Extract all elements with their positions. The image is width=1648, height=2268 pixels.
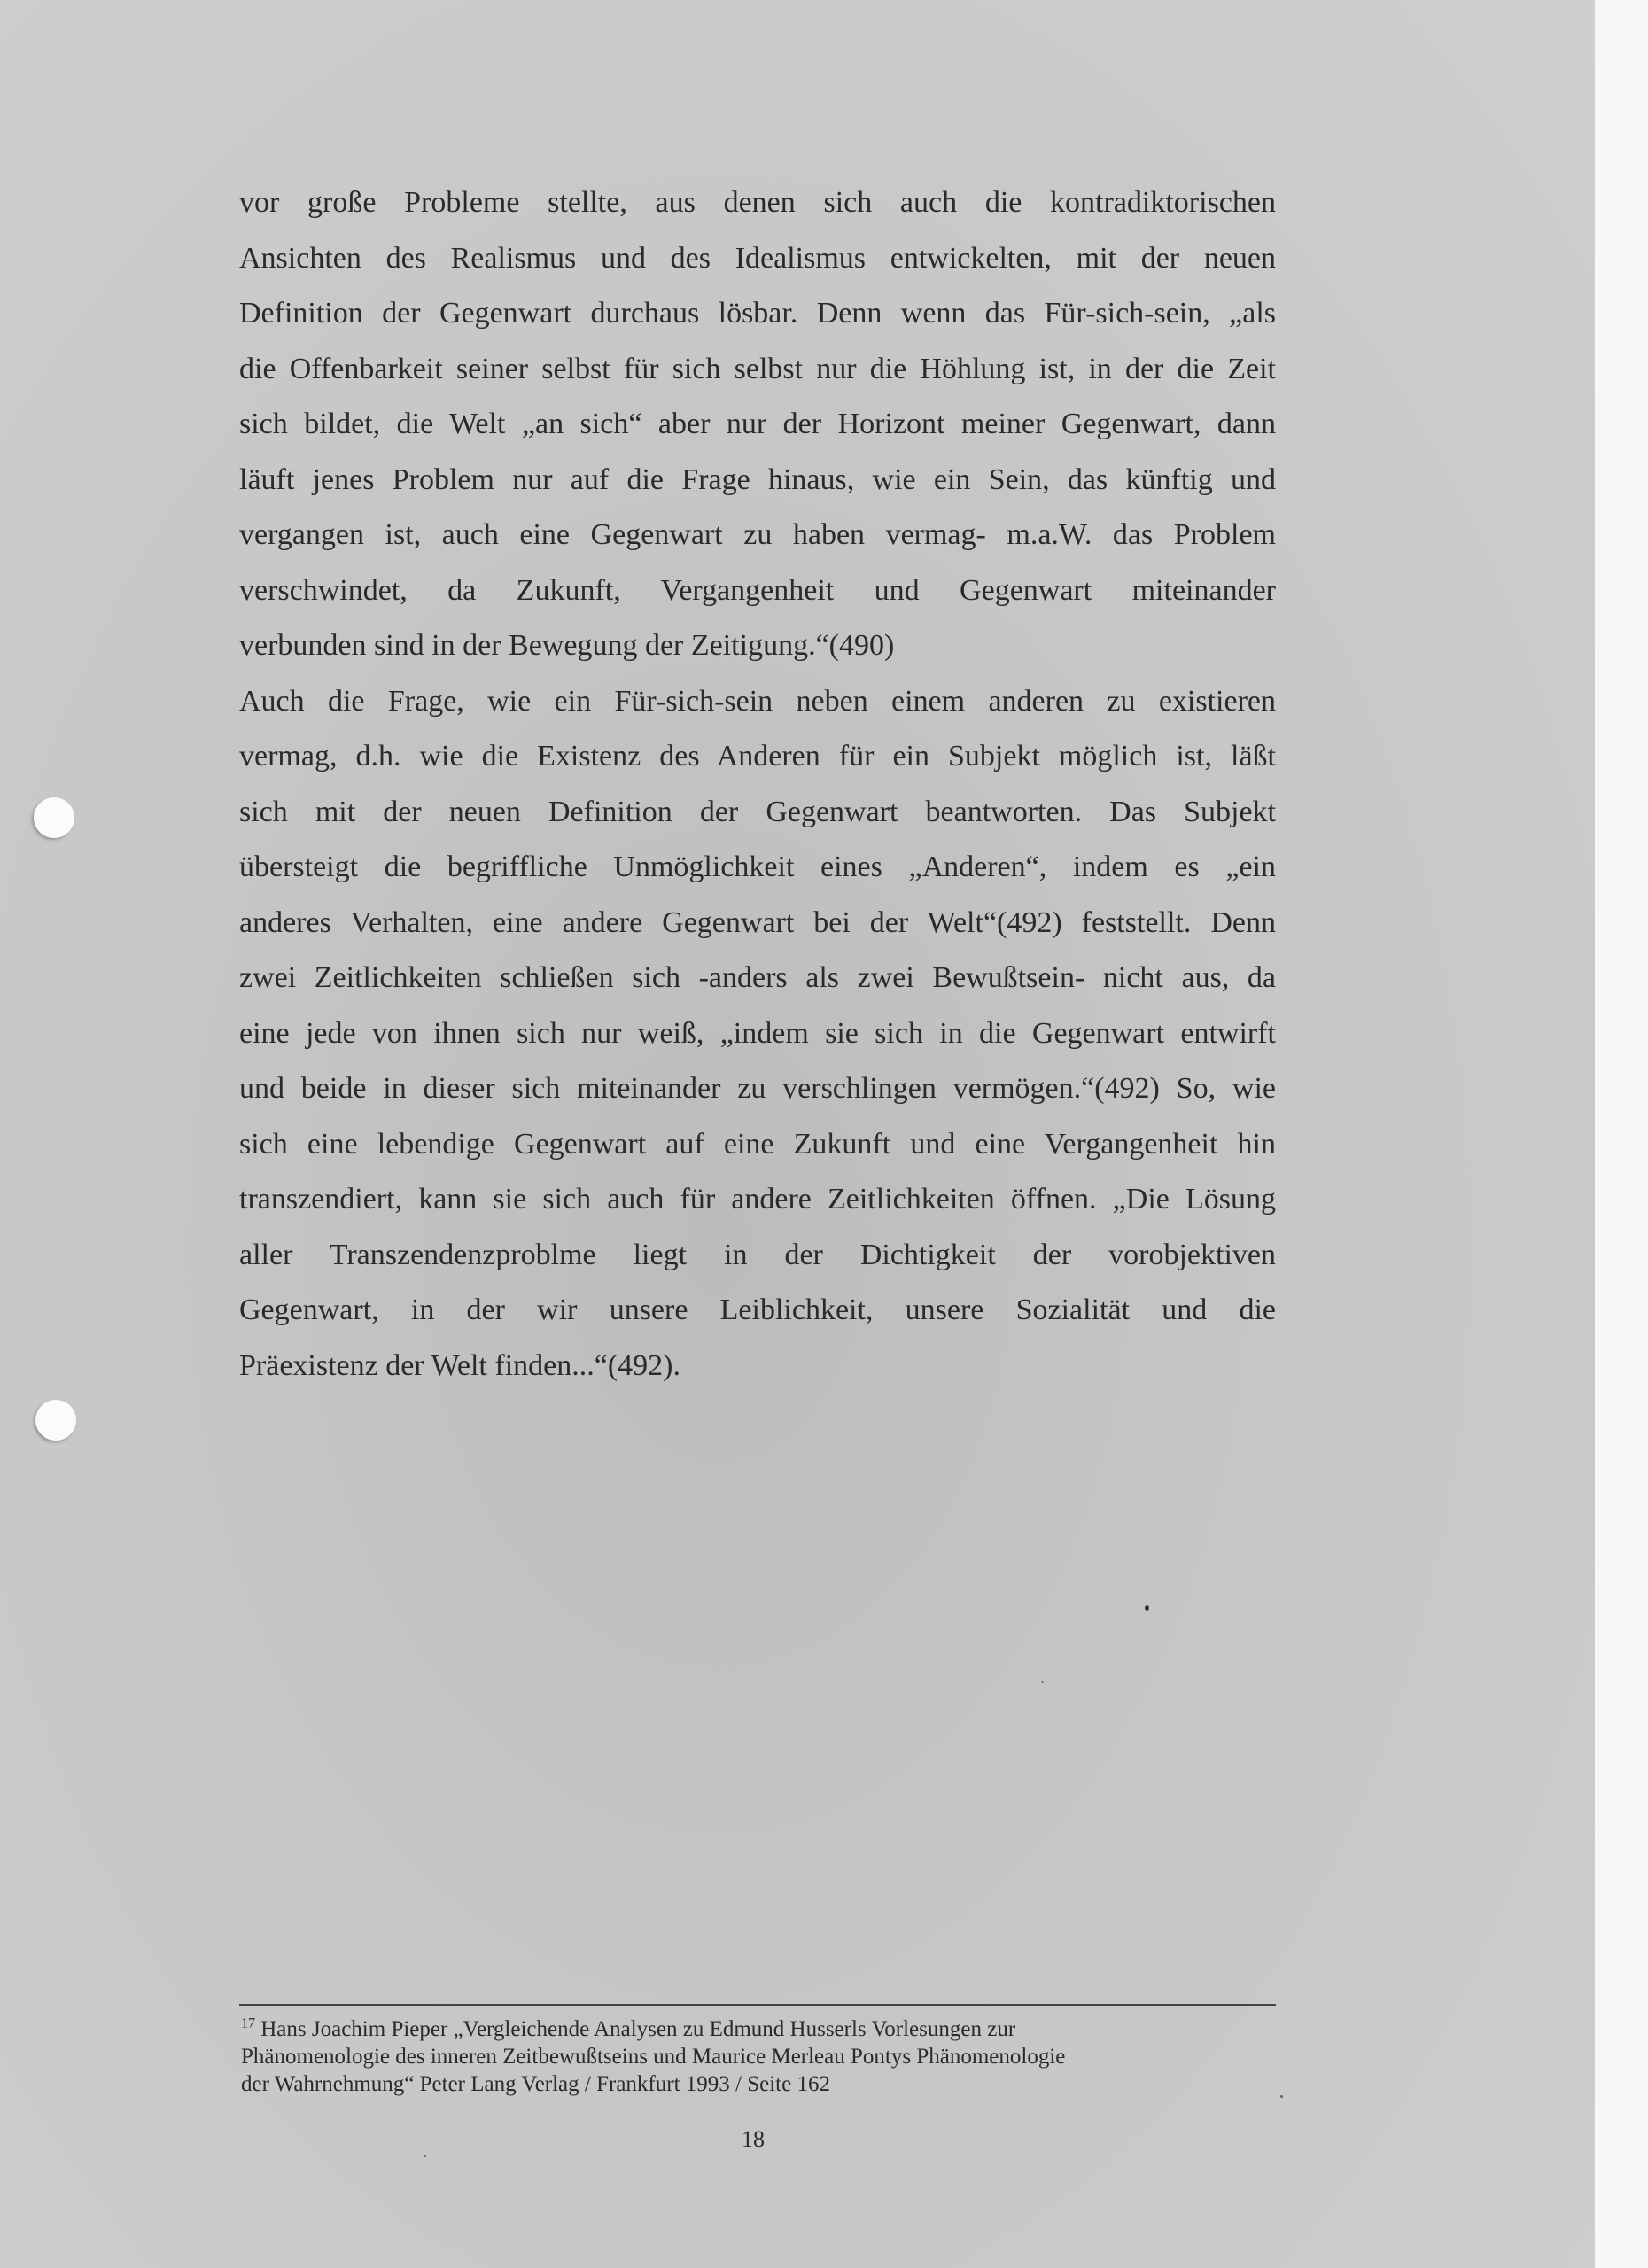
text-line: vermag, d.h. wie die Existenz des Anderen für ein Subjekt möglich ist, läßt bbox=[239, 740, 1276, 773]
text-line: Präexistenz der Welt finden...“(492). bbox=[239, 1348, 680, 1382]
text-line: transzendiert, kann sie sich auch für andere Zeitlichkeiten öffnen. „Die Lösung bbox=[239, 1183, 1276, 1216]
text-line: vor große Probleme stellte, aus denen sich auch die kontradiktorischen bbox=[239, 186, 1276, 219]
text-line: vergangen ist, auch eine Gegenwart zu haben vermag- m.a.W. das Problem bbox=[239, 518, 1276, 551]
dust-speck bbox=[1041, 1681, 1044, 1683]
text-line: Gegenwart, in der wir unsere Leiblichkeit, unsere Sozialität und die bbox=[239, 1293, 1276, 1326]
text-line: die Offenbarkeit seiner selbst für sich selbst nur die Höhlung ist, in der die Zeit bbox=[239, 352, 1276, 385]
text-line: anderes Verhalten, eine andere Gegenwart bei der Welt“(492) feststellt. Denn bbox=[239, 905, 1276, 939]
text-line: und beide in dieser sich miteinander zu verschlingen vermögen.“(492) So, wie bbox=[239, 1072, 1276, 1105]
text-line: eine jede von ihnen sich nur weiß, „indem sie sich in die Gegenwart entwirft bbox=[239, 1016, 1276, 1050]
text-line: verbunden sind in der Bewegung der Zeitigung.“(490) bbox=[239, 629, 895, 662]
text-line: verschwindet, da Zukunft, Vergangenheit und Gegenwart miteinander bbox=[239, 573, 1276, 607]
scanner-margin bbox=[1595, 0, 1648, 2268]
punch-hole-top bbox=[34, 797, 74, 838]
text-line: übersteigt die begriffliche Unmöglichkeit eines „Anderen“, indem es „ein bbox=[239, 850, 1276, 883]
text-line: aller Transzendenzproblme liegt in der Dichtigkeit der vorobjektiven bbox=[239, 1238, 1276, 1271]
footnote-line-1 bbox=[241, 2016, 1278, 2043]
text-line: sich eine lebendige Gegenwart auf eine Zukunft und eine Vergangenheit hin bbox=[239, 1127, 1276, 1161]
footnote bbox=[241, 2016, 1278, 2098]
text-line: läuft jenes Problem nur auf die Frage hinaus, wie ein Sein, das künftig und bbox=[239, 462, 1276, 496]
dust-speck bbox=[1145, 1605, 1149, 1611]
text-line: Auch die Frage, wie ein Für-sich-sein neben einem anderen zu existieren bbox=[239, 684, 1276, 718]
text-line: zwei Zeitlichkeiten schließen sich -anders als zwei Bewußtsein- nicht aus, da bbox=[239, 961, 1276, 994]
page-number: 18 bbox=[742, 2126, 765, 2152]
text-line: Ansichten des Realismus und des Idealismus entwickelten, mit der neuen bbox=[239, 241, 1276, 275]
footnote-separator bbox=[239, 2004, 1276, 2006]
footnote-marker: 17 bbox=[241, 2016, 255, 2031]
dust-speck bbox=[424, 2155, 426, 2157]
text-line: sich mit der neuen Definition der Gegenwart beantworten. Das Subjekt bbox=[239, 795, 1276, 828]
footnote-line-3: der Wahrnehmung“ Peter Lang Verlag / Frankfurt 1993 / Seite 162 bbox=[241, 2072, 830, 2096]
text-line: Definition der Gegenwart durchaus lösbar. Denn wenn das Für-sich-sein, „als bbox=[239, 297, 1276, 330]
punch-hole-bottom bbox=[35, 1400, 76, 1441]
body-text bbox=[239, 175, 1276, 1394]
footnote-text: Hans Joachim Pieper „Vergleichende Analysen zu Edmund Husserls Vorlesungen zur bbox=[260, 2017, 1016, 2041]
text-line: sich bildet, die Welt „an sich“ aber nur der Horizont meiner Gegenwart, dann bbox=[239, 408, 1276, 440]
dust-speck bbox=[1280, 2095, 1283, 2098]
footnote-line-2: Phänomenologie des inneren Zeitbewußtseins und Maurice Merleau Pontys Phänomenologie bbox=[241, 2045, 1066, 2069]
